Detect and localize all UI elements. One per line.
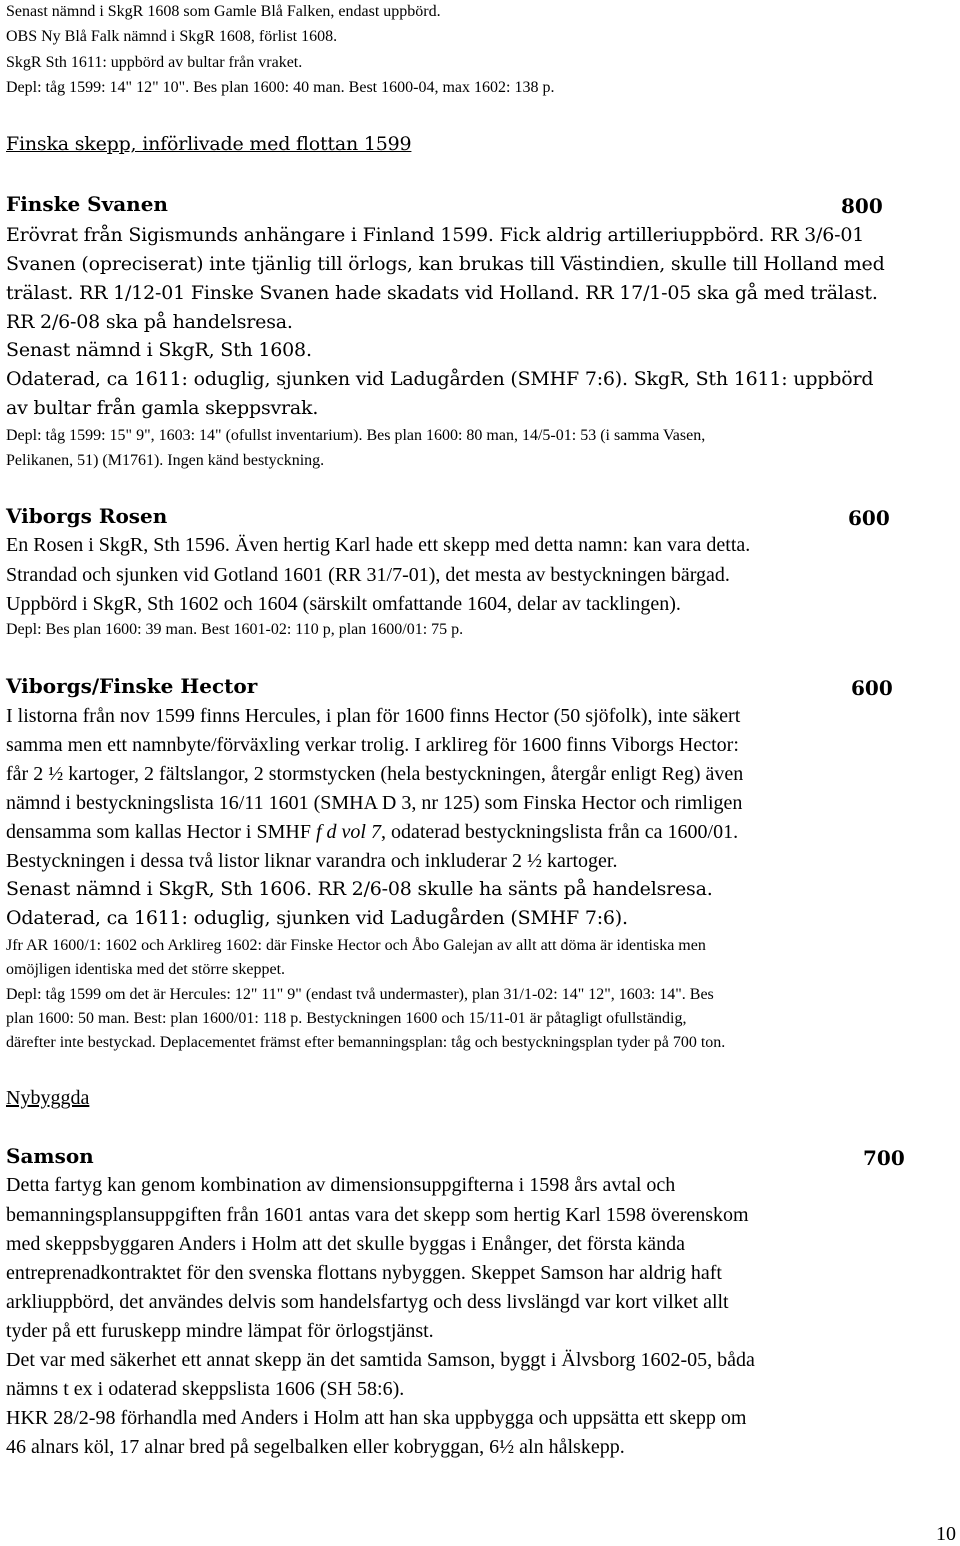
small-line: Depl: tåg 1599: 15" 9", 1603: 14" (ofullst inventarium). Bes plan 1600: 80 man, 14/5-01: 53 (i samma Vasen,	[6, 427, 706, 444]
ship-number-finske-svanen: 800	[841, 194, 883, 218]
body-line: Odaterad, ca 1611: oduglig, sjunken vid Ladugården (SMHF 7:6).	[6, 907, 628, 929]
body-line: Det var med säkerhet ett annat skepp än det samtida Samson, byggt i Älvsborg 1602-05, båda	[6, 1349, 755, 1371]
body-line: Senast nämnd i SkgR, Sth 1606. RR 2/6-08 skulle ha sänts på handelsresa.	[6, 878, 713, 900]
body-line: nämns t ex i odaterad skeppslista 1606 (SH 58:6).	[6, 1378, 405, 1400]
body-line: arkliuppbörd, det användes delvis som handelsfartyg och dess livslängd var kort vilket allt	[6, 1291, 729, 1313]
body-line: bemanningsplansuppgiften från 1601 antas vara det skepp som hertig Karl 1598 överenskom	[6, 1204, 749, 1226]
body-line: Odaterad, ca 1611: oduglig, sjunken vid Ladugården (SMHF 7:6). SkgR, Sth 1611: uppbörd	[6, 368, 874, 390]
italic-reference: f d vol 7	[315, 821, 381, 843]
body-line: trälast. RR 1/12-01 Finske Svanen hade skadats vid Holland. RR 17/1-05 ska gå med trälast.	[6, 282, 878, 304]
section-heading-finska: Finska skepp, införlivade med flottan 1599	[6, 133, 412, 155]
body-line: Detta fartyg kan genom kombination av dimensionsuppgifterna i 1598 års avtal och	[6, 1174, 676, 1196]
body-line: Svanen (opreciserat) inte tjänlig till örlogs, kan brukas till Västindien, skulle till Holland med	[6, 253, 885, 275]
small-line: Jfr AR 1600/1: 1602 och Arklireg 1602: där Finske Hector och Åbo Galejan av allt att döma är identiska men	[6, 937, 706, 954]
body-text: densamma som kallas Hector i SMHF	[6, 821, 316, 843]
body-line: Bestyckningen i dessa två listor liknar varandra och inkluderar 2 ½ kartoger.	[6, 850, 618, 872]
body-line-with-italic	[6, 822, 738, 842]
body-line: Senast nämnd i SkgR, Sth 1608.	[6, 339, 312, 361]
body-text: , odaterad bestyckningslista från ca 1600/01.	[380, 821, 739, 843]
small-line: plan 1600: 50 man. Best: plan 1600/01: 118 p. Bestyckningen 1600 och 15/11-01 är påtagligt ofullständig,	[6, 1010, 687, 1027]
small-line: Depl: tåg 1599 om det är Hercules: 12" 11" 9" (endast två undermaster), plan 31/1-02: 14" 12", 1603: 14". Bes	[6, 986, 714, 1003]
small-line: omöjligen identiska med det större skeppet.	[6, 961, 286, 978]
ship-number-viborgs-hector: 600	[851, 676, 893, 700]
body-line: får 2 ½ kartoger, 2 fältslangor, 2 stormstycken (hela bestyckningen, återgår enligt Reg) även	[6, 763, 744, 785]
body-line: RR 2/6-08 ska på handelsresa.	[6, 311, 293, 333]
ship-name-samson: Samson	[6, 1144, 94, 1168]
ship-name-viborgs-hector: Viborgs/Finske Hector	[6, 674, 258, 698]
intro-line: Senast nämnd i SkgR 1608 som Gamle Blå Falken, endast uppbörd.	[6, 3, 441, 20]
body-line: entreprenadkontraktet för den svenska flottans nybyggen. Skeppet Samson har aldrig haft	[6, 1262, 722, 1284]
small-line: Pelikanen, 51) (M1761). Ingen känd bestyckning.	[6, 452, 325, 469]
intro-line: Depl: tåg 1599: 14" 12" 10". Bes plan 1600: 40 man. Best 1600-04, max 1602: 138 p.	[6, 79, 555, 96]
body-line: tyder på ett furuskepp mindre lämpat för örlogstjänst.	[6, 1320, 434, 1342]
body-line: 46 alnars köl, 17 alnar bred på segelbalken eller kobryggan, 6½ aln hålskepp.	[6, 1436, 625, 1458]
body-line: med skeppsbyggaren Anders i Holm att det skulle byggas i Enånger, det första kända	[6, 1233, 686, 1255]
small-line: därefter inte bestyckad. Deplacementet främst efter bemanningsplan: tåg och bestyckningsplan tyder på 700 ton.	[6, 1034, 726, 1051]
ship-name-finske-svanen: Finske Svanen	[6, 192, 168, 216]
body-line: HKR 28/2-98 förhandla med Anders i Holm att han ska uppbygga och uppsätta ett skepp om	[6, 1407, 747, 1429]
page-number: 10	[936, 1523, 956, 1545]
small-line: Depl: Bes plan 1600: 39 man. Best 1601-02: 110 p, plan 1600/01: 75 p.	[6, 621, 464, 638]
body-line: Erövrat från Sigismunds anhängare i Finland 1599. Fick aldrig artilleriuppbörd. RR 3/6-01	[6, 224, 865, 246]
body-line: samma men ett namnbyte/förväxling verkar trolig. I arklireg för 1600 finns Viborgs Hector:	[6, 734, 739, 756]
body-line: Uppbörd i SkgR, Sth 1602 och 1604 (särskilt omfattande 1604, delar av tacklingen).	[6, 593, 681, 615]
ship-number-samson: 700	[863, 1146, 905, 1170]
body-line: nämnd i bestyckningslista 16/11 1601 (SMHA D 3, nr 125) som Finska Hector och rimligen	[6, 792, 743, 814]
section-heading-nybyggda: Nybyggda	[6, 1087, 90, 1109]
body-line: I listorna från nov 1599 finns Hercules, i plan för 1600 finns Hector (50 sjöfolk), inte säkert	[6, 705, 741, 727]
intro-line: OBS Ny Blå Falk nämnd i SkgR 1608, förlist 1608.	[6, 28, 338, 45]
ship-name-viborgs-rosen: Viborgs Rosen	[6, 504, 168, 528]
intro-line: SkgR Sth 1611: uppbörd av bultar från vraket.	[6, 54, 303, 71]
body-line: Strandad och sjunken vid Gotland 1601 (RR 31/7-01), det mesta av bestyckningen bärgad.	[6, 564, 730, 586]
body-line: En Rosen i SkgR, Sth 1596. Även hertig Karl hade ett skepp med detta namn: kan vara detta.	[6, 534, 751, 556]
body-line: av bultar från gamla skeppsvrak.	[6, 397, 319, 419]
ship-number-viborgs-rosen: 600	[848, 506, 890, 530]
